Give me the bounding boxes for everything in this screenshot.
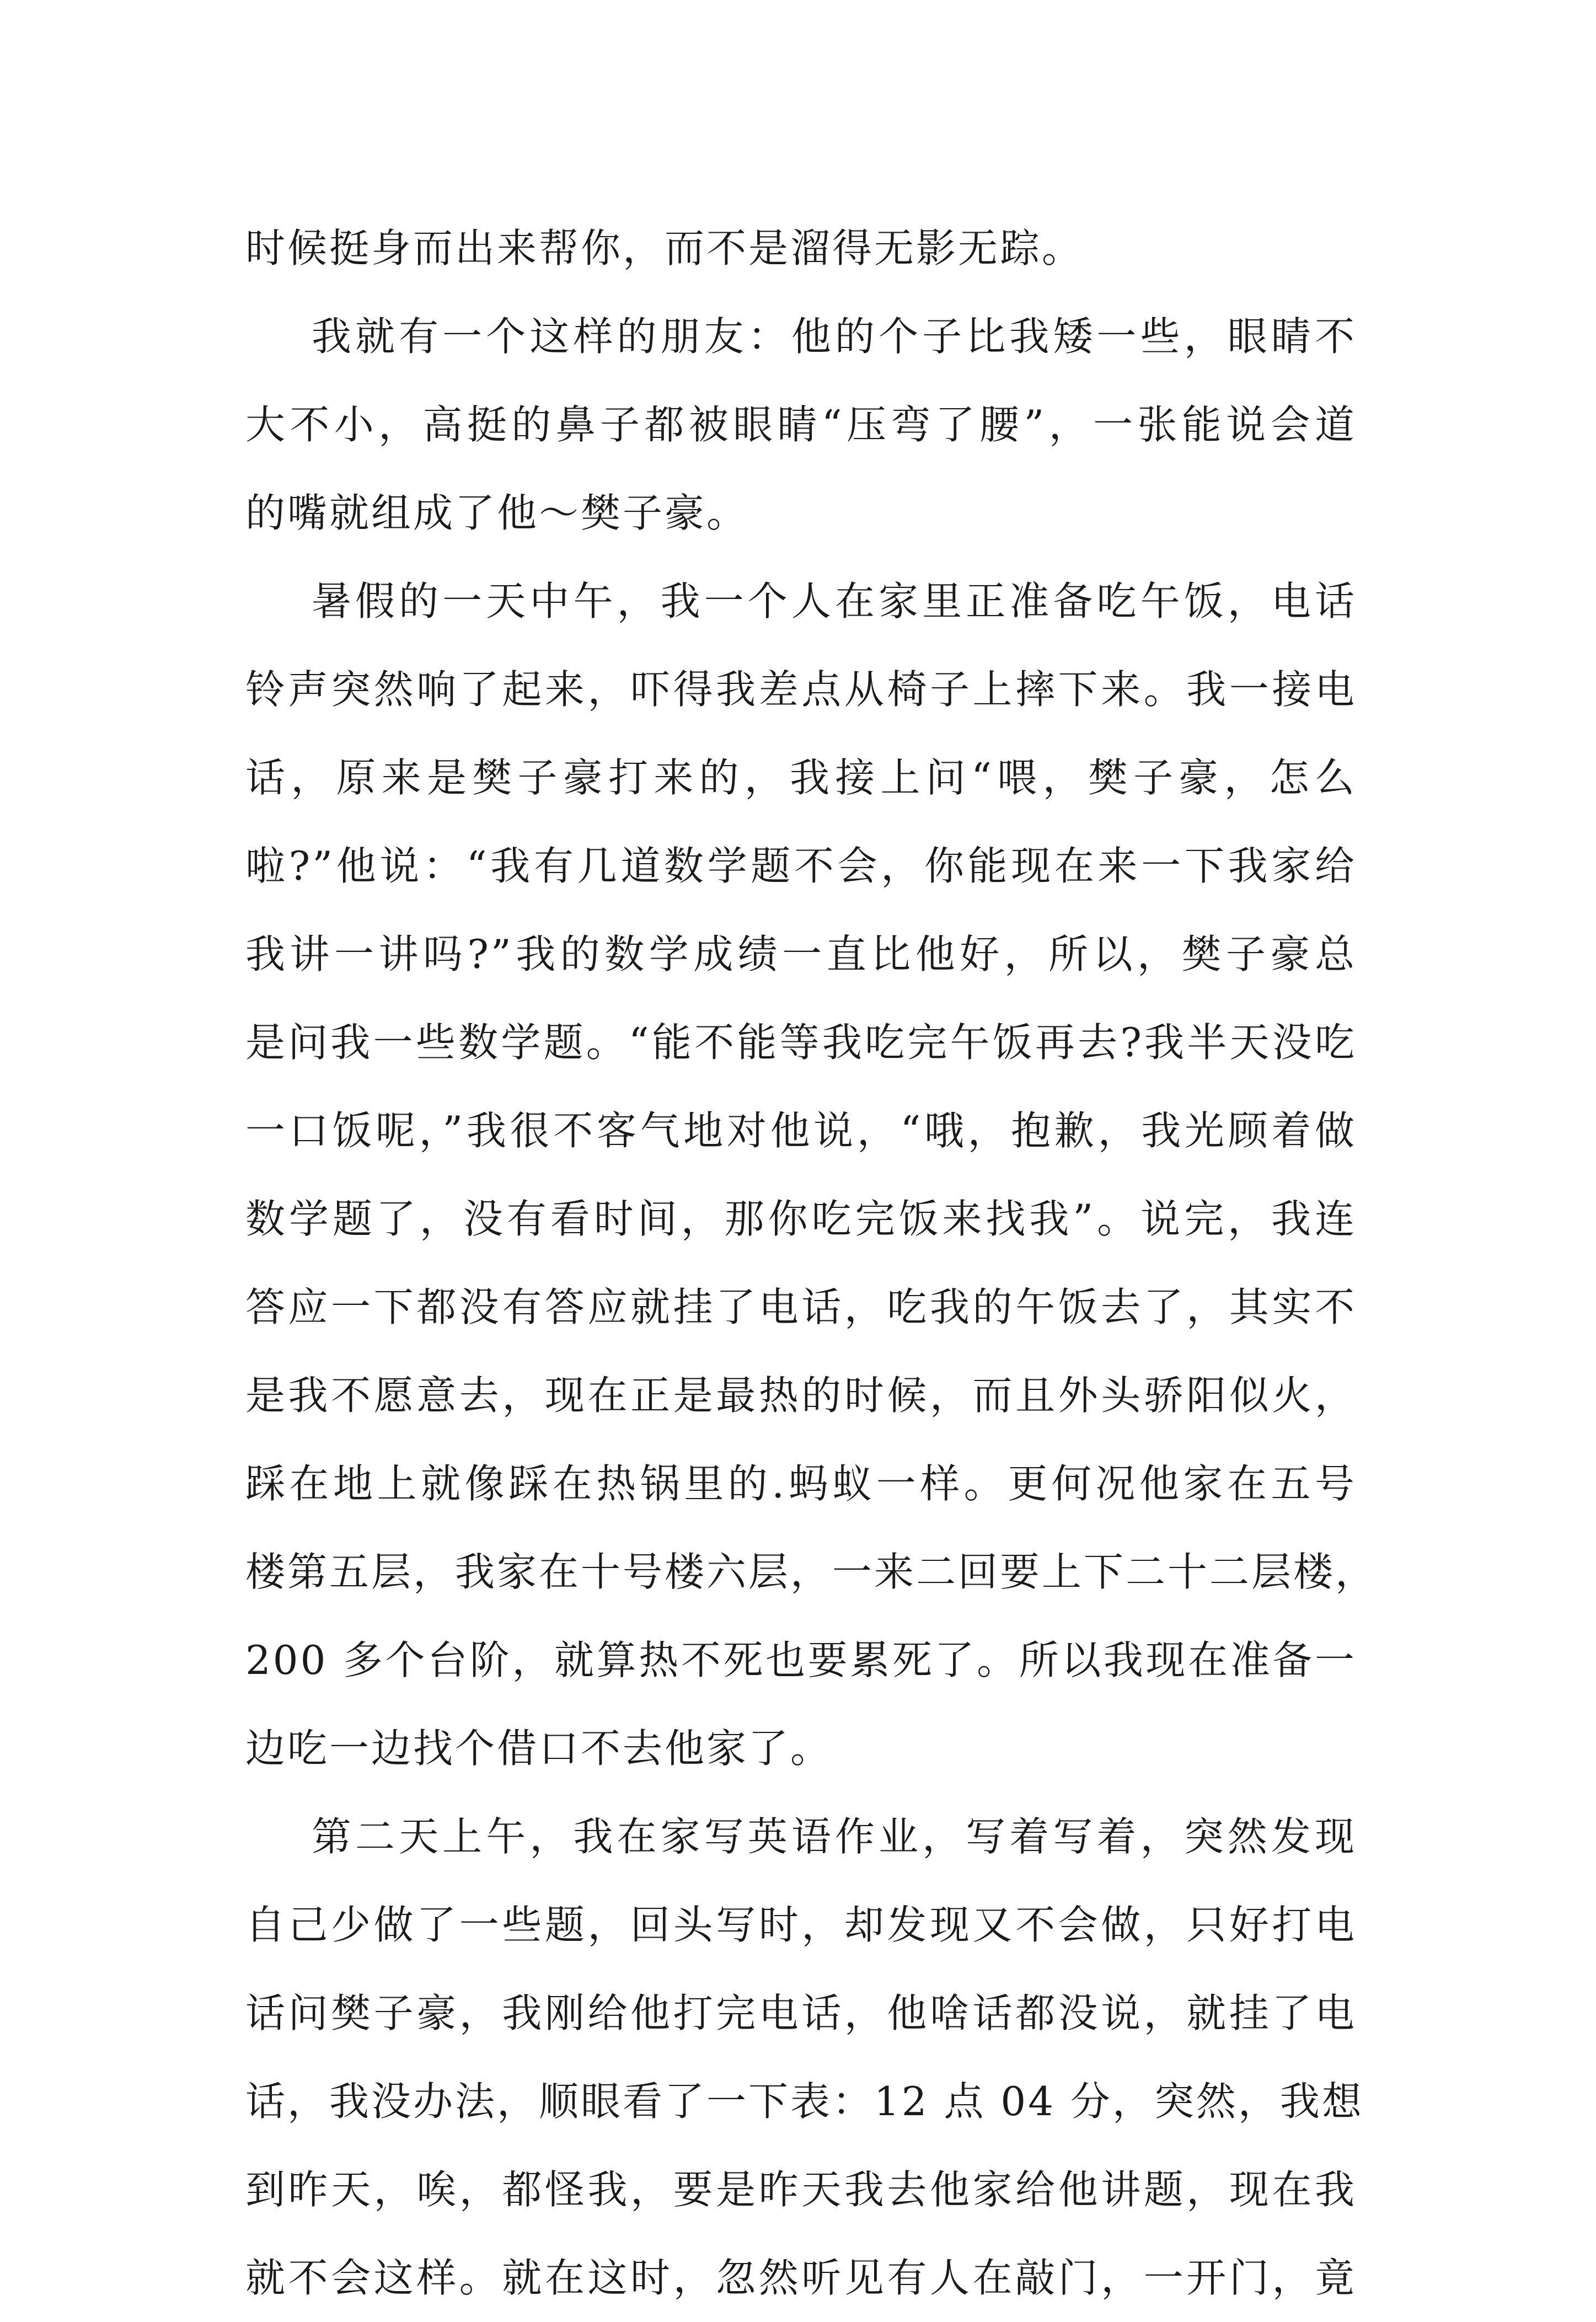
text-line: 到昨天，唉，都怪我，要是昨天我去他家给他讲题，现在我 [245, 2166, 1357, 2213]
text-line: 话，我没办法，顺眼看了一下表：12 点 04 分，突然，我想 [245, 2078, 1364, 2125]
text-line: 我讲一讲吗?”我的数学成绩一直比他好，所以，樊子豪总 [245, 931, 1357, 977]
text-line: 自己少做了一些题，回头写时，却发现又不会做，只好打电 [245, 1902, 1357, 1948]
text-line: 是问我一些数学题。“能不能等我吃完午饭再去?我半天没吃 [245, 1019, 1357, 1066]
text-line: 我就有一个这样的朋友：他的个子比我矮一些，眼睛不 [245, 313, 1357, 360]
document-body [245, 204, 1378, 2322]
text-line: 大不小，高挺的鼻子都被眼睛“压弯了腰”，一张能说会道 [245, 402, 1357, 448]
text-line: 答应一下都没有答应就挂了电话，吃我的午饭去了，其实不 [245, 1284, 1357, 1330]
text-line: 就不会这样。就在这时，忽然听见有人在敲门，一开门，竟 [245, 2255, 1357, 2301]
text-line: 数学题了，没有看时间，那你吃完饭来找我”。说完，我连 [245, 1196, 1357, 1242]
text-line: 踩在地上就像踩在热锅里的.蚂蚁一样。更何况他家在五号 [245, 1460, 1357, 1507]
text-line: 200 多个台阶，就算热不死也要累死了。所以我现在准备一 [245, 1637, 1357, 1683]
text-line: 是我不愿意去，现在正是最热的时候，而且外头骄阳似火， [245, 1372, 1357, 1419]
text-line: 话问樊子豪，我刚给他打完电话，他啥话都没说，就挂了电 [245, 1990, 1357, 2036]
text-line: 的嘴就组成了他～樊子豪。 [245, 490, 749, 536]
text-line: 第二天上午，我在家写英语作业，写着写着，突然发现 [245, 1813, 1357, 1860]
text-line: 铃声突然响了起来，吓得我差点从椅子上摔下来。我一接电 [245, 666, 1357, 713]
text-line: 时候挺身而出来帮你，而不是溜得无影无踪。 [245, 225, 1084, 271]
text-line: 话，原来是樊子豪打来的，我接上问“喂，樊子豪，怎么 [245, 755, 1357, 801]
text-line: 边吃一边找个借口不去他家了。 [245, 1725, 833, 1772]
text-line: 暑假的一天中午，我一个人在家里正准备吃午饭，电话 [245, 578, 1357, 624]
text-line: 楼第五层，我家在十号楼六层，一来二回要上下二十二层楼， [245, 1549, 1378, 1595]
text-line: 啦?”他说：“我有几道数学题不会，你能现在来一下我家给 [245, 843, 1357, 889]
text-line: 一口饭呢，”我很不客气地对他说，“哦，抱歉，我光顾着做 [245, 1108, 1357, 1154]
